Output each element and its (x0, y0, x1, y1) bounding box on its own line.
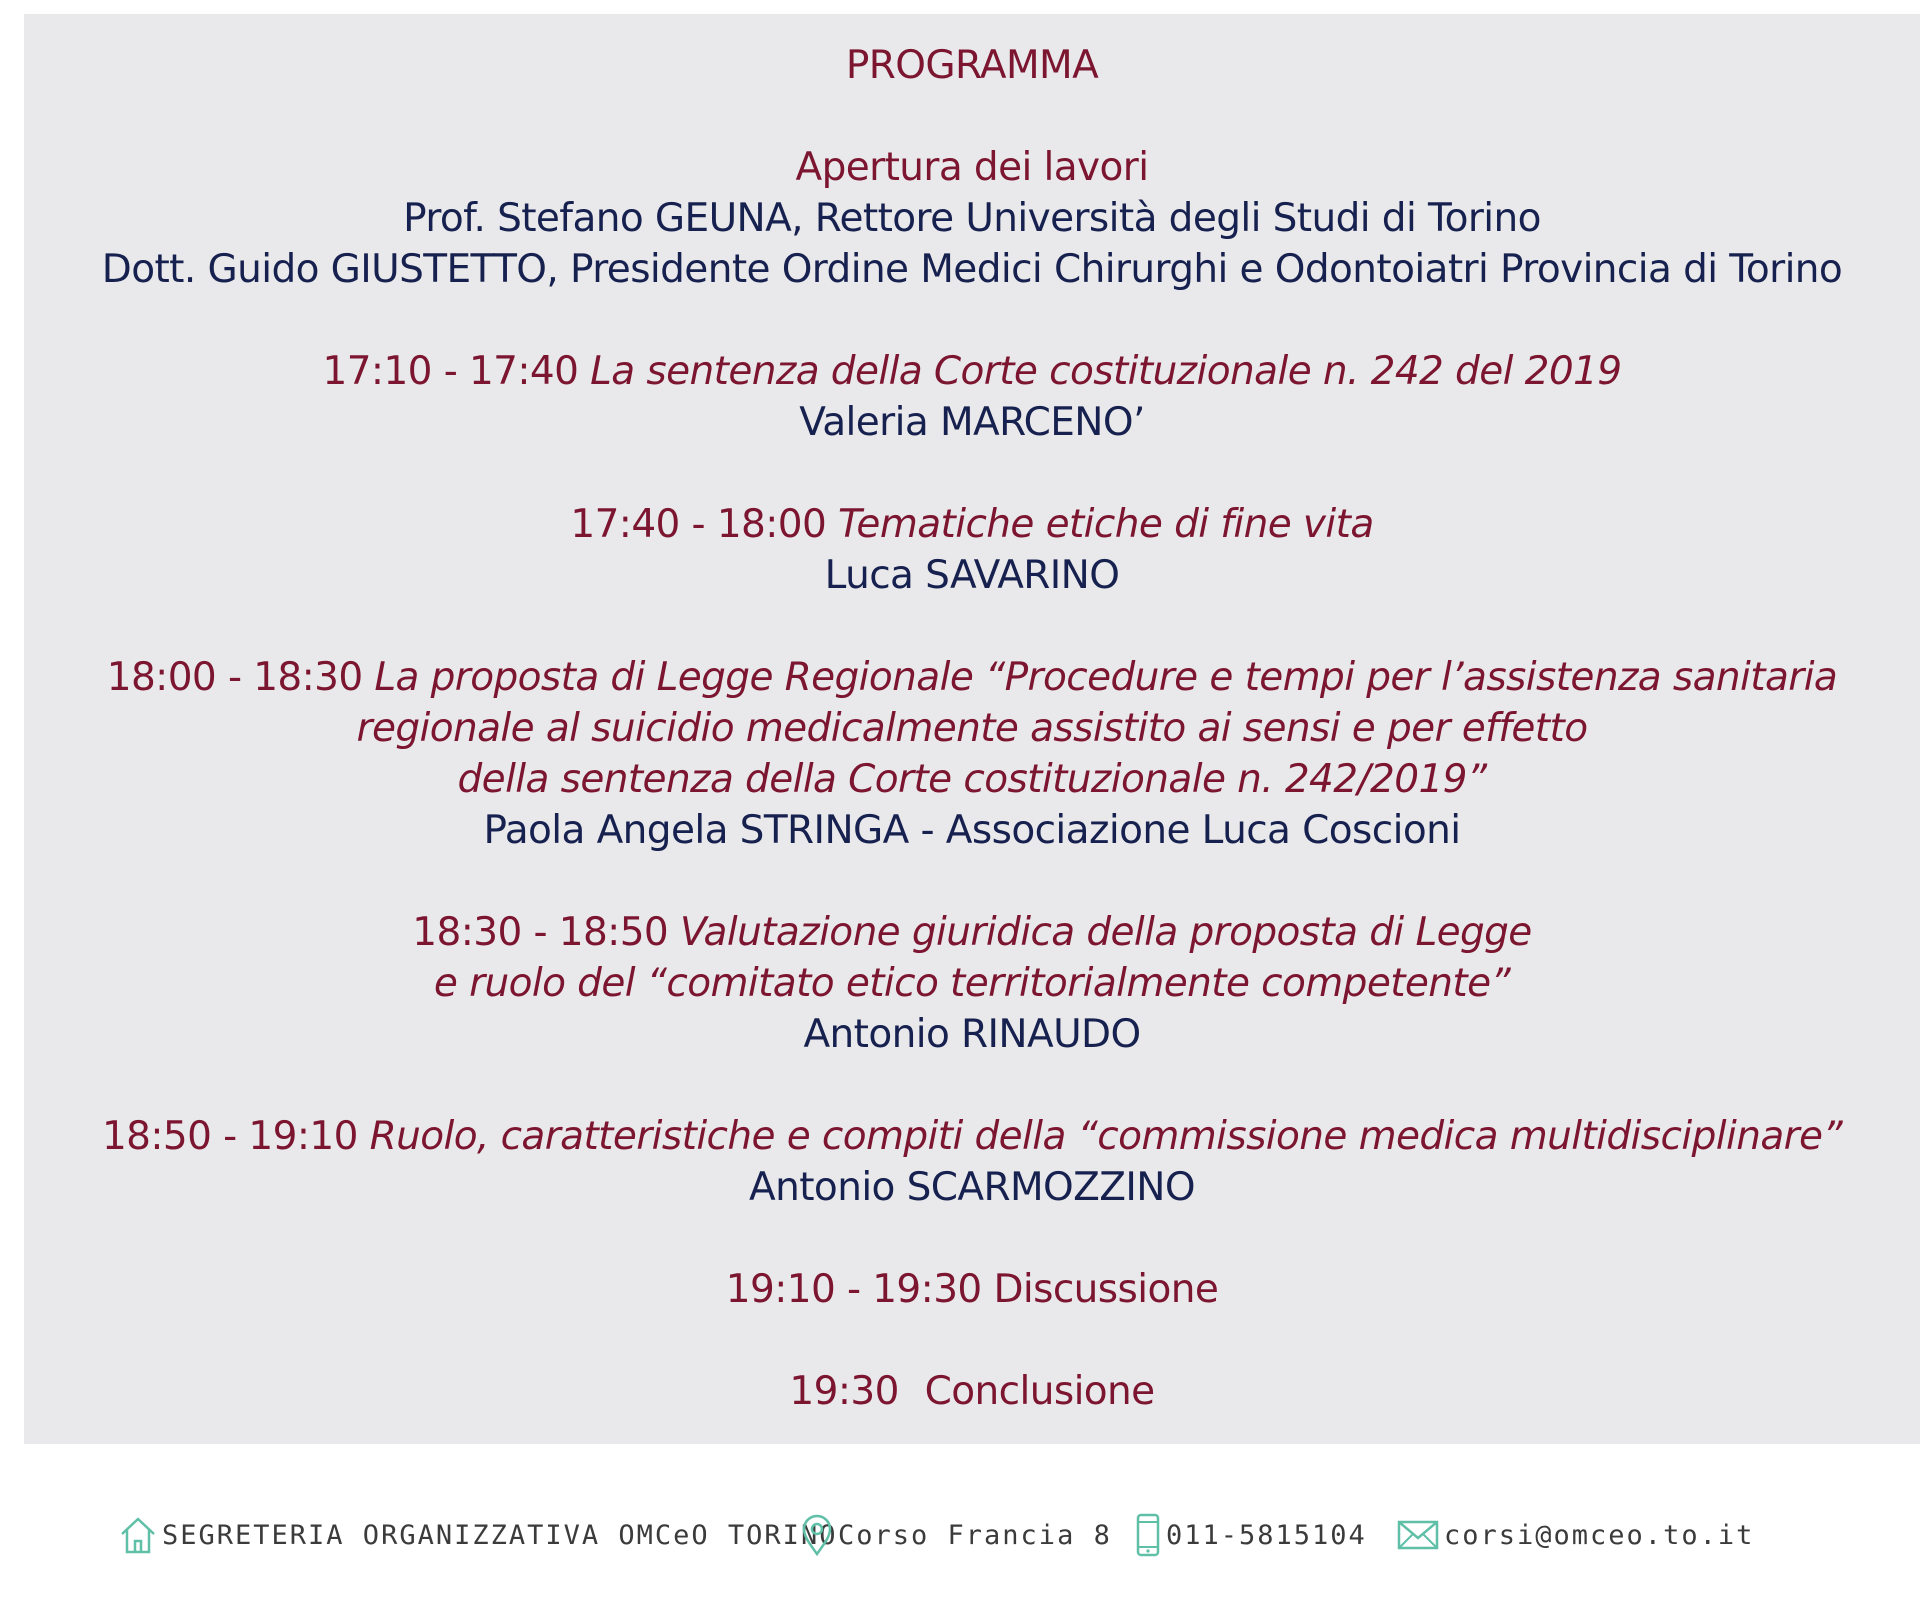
discussion-label: Discussione (993, 1267, 1219, 1312)
session-block (24, 499, 1920, 601)
session-speaker: Antonio SCARMOZZINO (749, 1165, 1195, 1210)
session-title: Valutazione giuridica della proposta di Legge (679, 910, 1532, 955)
footer (0, 1510, 1920, 1570)
session-speaker: Antonio RINAUDO (803, 1012, 1141, 1057)
opening-heading: Apertura dei lavori (795, 145, 1149, 190)
session-block (24, 1111, 1920, 1213)
opening-speaker: Dott. Guido GIUSTETTO, Presidente Ordine Medici Chirurghi e Odontoiatri Provincia di Torino (101, 247, 1843, 292)
program-content (24, 40, 1920, 1417)
footer-phone-text: 011-5815104 (1166, 1519, 1367, 1551)
footer-address-text: Corso Francia 8 (838, 1519, 1112, 1551)
footer-email-text: corsi@omceo.to.it (1444, 1519, 1755, 1551)
session-time: 17:40 - 18:00 (570, 502, 827, 547)
discussion-time: 19:10 - 19:30 (725, 1267, 982, 1312)
session-speaker: Paola Angela STRINGA - Associazione Luca Coscioni (483, 808, 1461, 853)
conclusion-time: 19:30 (789, 1369, 899, 1414)
session-speaker: Luca SAVARINO (824, 553, 1120, 598)
session-speaker: Valeria MARCENO’ (799, 400, 1145, 445)
session-title: Tematiche etiche di fine vita (838, 502, 1374, 547)
opening-block (24, 142, 1920, 295)
session-title-continued: e ruolo del “comitato etico territorialmente competente” (433, 961, 1511, 1006)
conclusion-label: Conclusione (924, 1369, 1155, 1414)
session-block (24, 907, 1920, 1060)
opening-speaker: Prof. Stefano GEUNA, Rettore Università degli Studi di Torino (403, 196, 1541, 241)
session-block (24, 652, 1920, 856)
session-time: 18:30 - 18:50 (412, 910, 669, 955)
footer-email (1396, 1510, 1754, 1560)
phone-icon (1134, 1512, 1162, 1558)
session-title-continued: della sentenza della Corte costituzionale n. 242/2019” (457, 757, 1487, 802)
session-title-continued: regionale al suicidio medicalmente assistito ai sensi e per effetto (356, 706, 1588, 751)
conclusion-block (24, 1366, 1920, 1417)
session-title: La sentenza della Corte costituzionale n. 242 del 2019 (590, 349, 1622, 394)
session-time: 18:00 - 18:30 (106, 655, 363, 700)
home-icon (118, 1514, 158, 1556)
location-pin-icon (800, 1513, 834, 1557)
session-time: 17:10 - 17:40 (322, 349, 579, 394)
mail-icon (1396, 1518, 1440, 1552)
session-title: La proposta di Legge Regionale “Procedure e tempi per l’assistenza sanitaria (374, 655, 1838, 700)
top-tab-decoration (760, 0, 1520, 14)
footer-organizer (118, 1510, 837, 1560)
footer-organizer-text: SEGRETERIA ORGANIZZATIVA OMCeO TORINO (162, 1519, 838, 1551)
discussion-block (24, 1264, 1920, 1315)
session-time: 18:50 - 19:10 (101, 1114, 358, 1159)
footer-phone (1134, 1510, 1367, 1560)
session-block (24, 346, 1920, 448)
program-title: PROGRAMMA (845, 43, 1099, 88)
footer-address (800, 1510, 1112, 1560)
session-title: Ruolo, caratteristiche e compiti della “commissione medica multidisciplinare” (369, 1114, 1843, 1159)
